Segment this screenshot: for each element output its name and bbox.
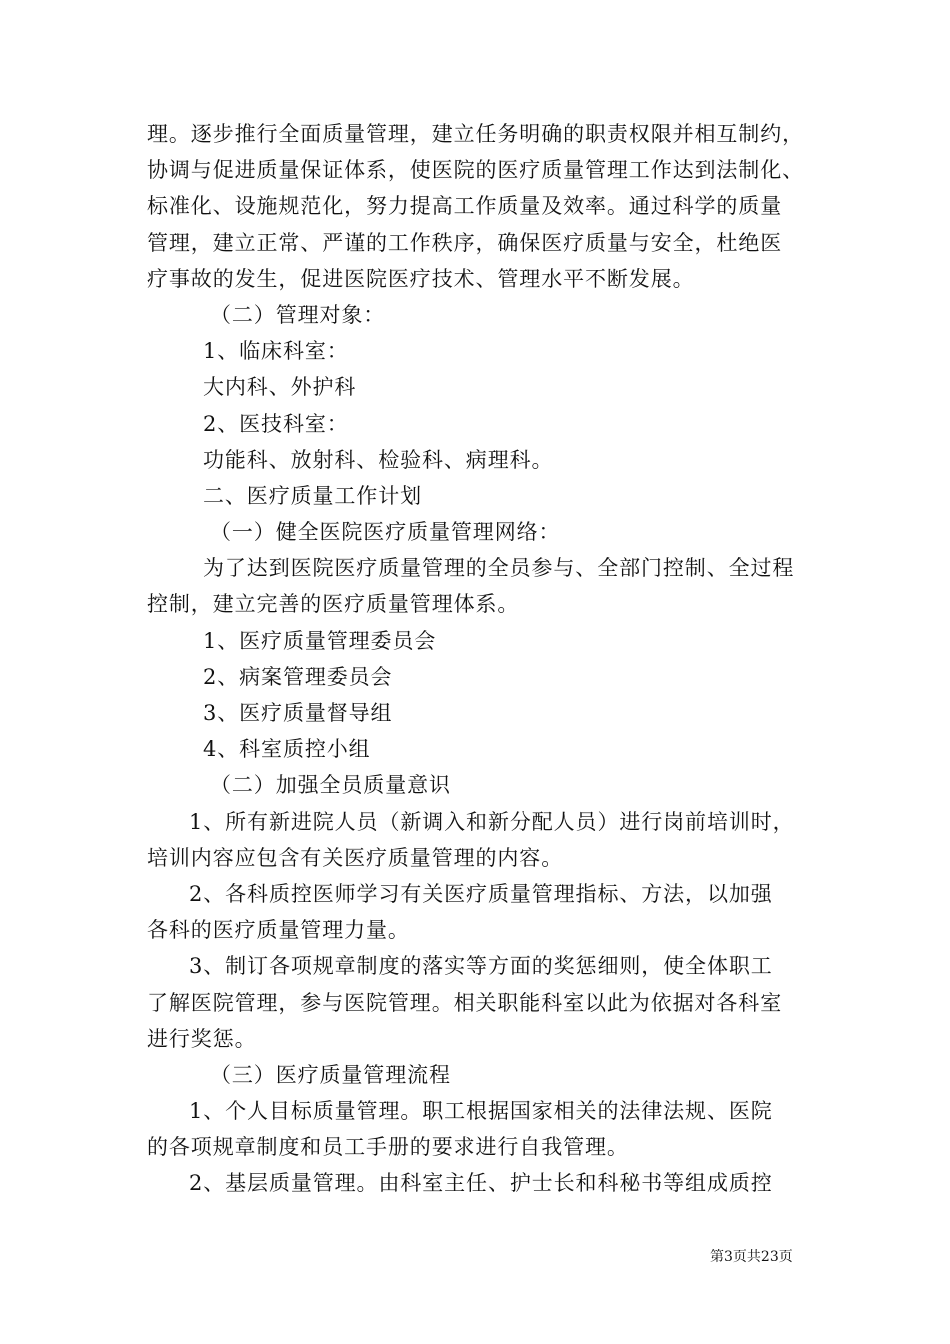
list-item: 1、临床科室：	[203, 339, 349, 364]
list-item: 1、所有新进院人员（新调入和新分配人员）进行岗前培训时，	[189, 809, 795, 834]
list-item: 3、制订各项规章制度的落实等方面的奖惩细则，使全体职工	[189, 954, 773, 979]
section-heading: （二）加强全员质量意识	[210, 773, 451, 798]
paragraph-line: 理。逐步推行全面质量管理，建立任务明确的职责权限并相互制约，	[147, 122, 804, 146]
paragraph-line: 培训内容应包含有关医疗质量管理的内容。	[147, 845, 564, 870]
section-heading: （三）医疗质量管理流程	[210, 1062, 451, 1087]
paragraph-line: 管理，建立正常、严谨的工作秩序，确保医疗质量与安全，杜绝医	[147, 230, 783, 255]
paragraph-line: 各科的医疗质量管理力量。	[147, 918, 410, 943]
paragraph-line: 为了达到医院医疗质量管理的全员参与、全部门控制、全过程	[203, 556, 795, 581]
paragraph-line: 协调与促进质量保证体系，使医院的医疗质量管理工作达到法制化、	[147, 158, 804, 183]
list-item: 2、各科质控医师学习有关医疗质量管理指标、方法，以加强	[189, 881, 773, 906]
paragraph-line: 了解医院管理，参与医院管理。相关职能科室以此为依据对各科室	[147, 990, 783, 1015]
list-item: 4、科室质控小组	[203, 737, 371, 762]
list-item: 2、医技科室：	[203, 411, 349, 436]
list-item: 1、个人目标质量管理。职工根据国家相关的法律法规、医院	[189, 1099, 773, 1124]
paragraph-line: 大内科、外护科	[203, 375, 357, 400]
list-item: 2、基层质量管理。由科室主任、护士长和科秘书等组成质控	[189, 1171, 773, 1196]
section-heading: （二）管理对象：	[210, 302, 386, 327]
list-item: 2、病案管理委员会	[203, 664, 393, 689]
paragraph-line: 进行奖惩。	[147, 1026, 257, 1051]
paragraph-line: 的各项规章制度和员工手册的要求进行自我管理。	[147, 1135, 629, 1160]
section-heading: 二、医疗质量工作计划	[203, 483, 422, 508]
list-item: 3、医疗质量督导组	[203, 701, 393, 725]
paragraph-line: 控制，建立完善的医疗质量管理体系。	[147, 592, 520, 617]
section-heading: （一）健全医院医疗质量管理网络：	[210, 520, 561, 545]
list-item: 1、医疗质量管理委员会	[203, 628, 437, 653]
paragraph-line: 疗事故的发生，促进医院医疗技术、管理水平不断发展。	[147, 266, 695, 291]
paragraph-line: 标准化、设施规范化，努力提高工作质量及效率。通过科学的质量	[147, 194, 783, 219]
paragraph-line: 功能科、放射科、检验科、病理科。	[203, 447, 554, 472]
document-body	[147, 116, 817, 1202]
page-number: 第3页共23页	[710, 1249, 793, 1265]
